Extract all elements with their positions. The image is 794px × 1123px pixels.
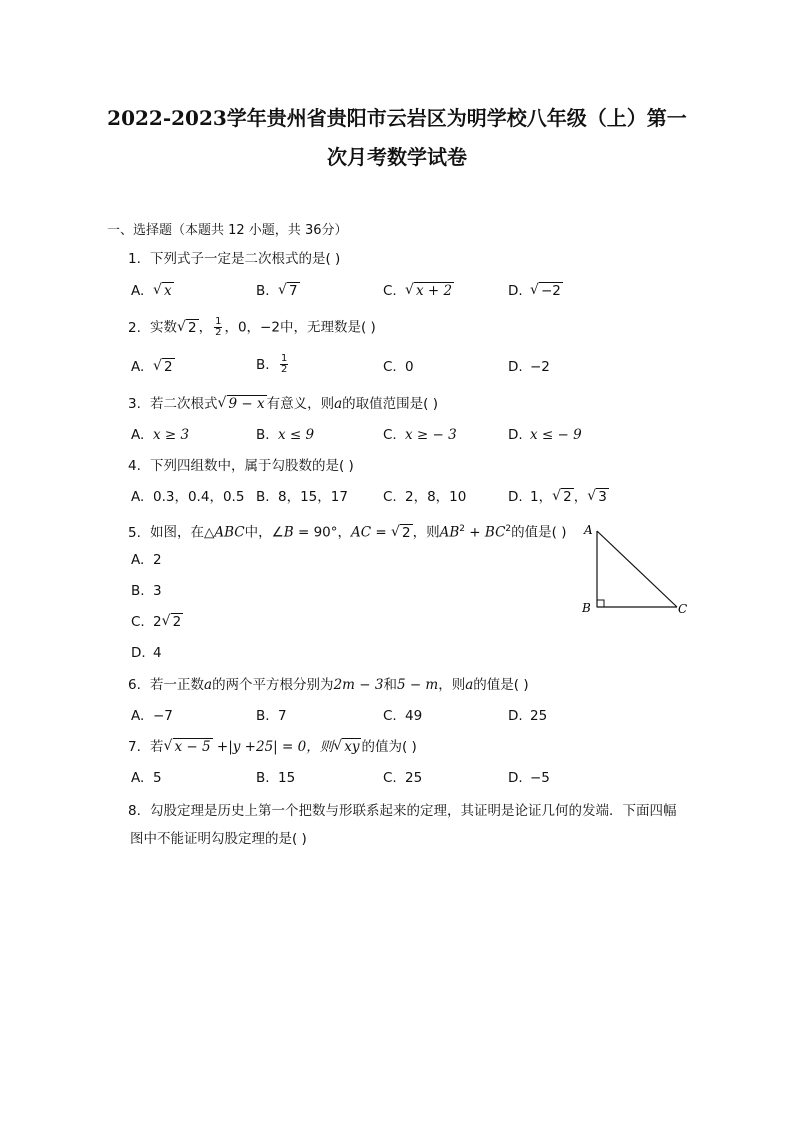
option-letter: D. [508, 427, 523, 443]
option-value: x ≥ 3 [153, 427, 190, 443]
numerator: 1 [281, 353, 288, 364]
sqrt-icon [164, 738, 213, 756]
q7-option-a [131, 769, 162, 787]
option-value: 2 [153, 552, 162, 568]
question-text: ，则 [438, 677, 466, 693]
question-number: 7. [128, 739, 141, 755]
q6-option-b [256, 707, 287, 725]
q6-option-d [508, 707, 547, 725]
option-letter: B. [256, 708, 270, 724]
radicand: 2 [563, 489, 572, 505]
q2-option-d [508, 358, 550, 376]
radicand: 2 [188, 319, 197, 336]
question-text: 中，∠ [244, 524, 284, 541]
question-text: = 90°， [293, 524, 351, 541]
q2-option-a [131, 358, 175, 376]
option-letter: A. [131, 427, 145, 443]
q2-option-b [256, 354, 290, 375]
option-letter: B. [256, 427, 270, 443]
question-text: 的值是( ) [473, 677, 529, 693]
q1-option-c [383, 282, 454, 300]
option-value: −2 [541, 283, 561, 299]
fraction [214, 317, 222, 338]
q1-option-a [131, 282, 174, 300]
q7-option-c [383, 769, 422, 787]
question-number: 2. [128, 319, 141, 336]
question-text: 如图，在△ [150, 524, 215, 541]
sqrt-icon [153, 282, 174, 300]
segment-name: AC [351, 524, 372, 541]
question-4 [128, 457, 354, 475]
right-angle-mark [597, 600, 604, 607]
option-value: x ≤ − 9 [530, 427, 582, 443]
option-value: x ≤ 9 [278, 427, 315, 443]
option-value: 8，15，17 [278, 489, 348, 505]
option-value: 2 [153, 614, 162, 630]
q2-option-c [383, 358, 414, 376]
segment-name: BC [484, 524, 506, 541]
expression: 2m − 3 [333, 677, 384, 693]
sqrt-icon [278, 282, 300, 300]
option-value: x [164, 283, 172, 299]
vertex-label-c: C [678, 602, 688, 616]
question-text: 若二次根式 [150, 396, 218, 412]
fraction [280, 354, 288, 375]
question-text: 和 [383, 677, 397, 693]
denominator: 2 [215, 327, 222, 338]
question-text: +|y +25| = 0，则 [212, 739, 334, 755]
question-8-line1 [128, 797, 693, 825]
option-value: 0.3，0.4，0.5 [153, 489, 245, 505]
q5-option-c [131, 613, 183, 631]
option-letter: D. [508, 708, 523, 724]
option-letter: B. [256, 770, 270, 786]
option-value: −5 [530, 770, 550, 786]
option-letter: B. [256, 283, 270, 299]
segment-name: AB [439, 524, 460, 541]
radicand: x − 5 [174, 739, 211, 755]
variable: a [465, 677, 474, 693]
radicand: 2 [402, 524, 411, 541]
side-ac [597, 531, 677, 607]
q3-option-c [383, 426, 457, 444]
q4-option-d [508, 488, 609, 506]
option-letter: C. [383, 770, 397, 786]
question-text: 勾股定理是历史上第一个把数与形联系起来的定理，其证明是论证几何的发端．下面四幅 [150, 803, 677, 819]
question-text: ，0，−2中，无理数是( ) [224, 319, 376, 336]
option-letter: B. [256, 489, 270, 505]
q6-option-a [131, 707, 173, 725]
option-value: 3 [153, 583, 162, 599]
option-value: 2，8，10 [405, 489, 467, 505]
option-value: 2 [164, 359, 173, 375]
denominator: 2 [281, 364, 288, 375]
sqrt-icon [162, 613, 184, 631]
exponent: 2 [459, 524, 465, 534]
option-letter: D. [131, 645, 146, 661]
option-letter: D. [508, 283, 523, 299]
option-letter: A. [131, 552, 145, 568]
option-value: −2 [530, 359, 550, 375]
sqrt-icon [153, 358, 175, 376]
q3-option-b [256, 426, 314, 444]
question-8 [128, 797, 693, 853]
question-3 [128, 395, 438, 413]
option-letter: A. [131, 708, 145, 724]
numerator: 1 [215, 316, 222, 327]
sqrt-icon [391, 524, 413, 542]
radicand: xy [344, 739, 360, 755]
option-value: 5 [153, 770, 162, 786]
option-letter: D. [508, 770, 523, 786]
q1-option-d [508, 282, 563, 300]
question-text: 实数 [150, 319, 177, 336]
q3-option-a [131, 426, 189, 444]
option-value: 49 [405, 708, 423, 724]
angle-vertex: B [283, 524, 294, 541]
sqrt-icon [218, 395, 267, 413]
question-text: 下列式子一定是二次根式的是( ) [150, 251, 341, 267]
vertex-label-a: A [584, 523, 593, 537]
sqrt-icon [405, 282, 454, 300]
sqrt-icon [530, 282, 563, 300]
option-value: 7 [289, 283, 298, 299]
option-letter: A. [131, 359, 145, 375]
q7-option-b [256, 769, 295, 787]
question-8-line2: 图中不能证明勾股定理的是( ) [130, 831, 307, 847]
question-number: 4. [128, 458, 141, 474]
question-number: 5. [128, 524, 141, 541]
exponent: 2 [505, 524, 512, 534]
question-text: 下列四组数中，属于勾股数的是( ) [150, 458, 354, 474]
sqrt-icon [552, 488, 574, 506]
sqrt-icon [177, 319, 199, 337]
separator: ， [198, 319, 213, 336]
question-number: 8. [128, 803, 141, 819]
section-heading: 一、选择题（本题共 12 小题，共 36分） [107, 223, 348, 238]
variable: a [204, 677, 213, 693]
option-letter: C. [383, 359, 397, 375]
radicand: 3 [598, 489, 607, 505]
option-value: x ≥ − 3 [405, 427, 457, 443]
question-number: 3. [128, 396, 141, 412]
radicand: 2 [172, 614, 182, 630]
question-number: 1. [128, 251, 141, 267]
q5-option-b [131, 582, 162, 600]
option-letter: C. [383, 427, 397, 443]
separator: ， [573, 489, 588, 505]
option-value: 25 [405, 770, 423, 786]
radicand: 9 − x [228, 396, 265, 412]
q4-option-a [131, 488, 244, 506]
sqrt-icon [587, 488, 609, 506]
question-1 [128, 250, 340, 268]
q4-option-c [383, 488, 466, 506]
question-text: 有意义，则 [266, 396, 335, 412]
question-text: + [465, 524, 485, 541]
q6-option-c [383, 707, 422, 725]
option-value: 0 [405, 359, 414, 375]
question-5 [128, 520, 566, 542]
option-letter: C. [383, 489, 397, 505]
option-letter: A. [131, 770, 145, 786]
expression: 5 − m [396, 677, 439, 693]
option-letter: C. [383, 283, 397, 299]
q1-option-b [256, 282, 300, 300]
option-value: 4 [153, 645, 162, 661]
question-number: 6. [128, 677, 141, 693]
q4-option-b [256, 488, 348, 506]
option-letter: C. [131, 614, 145, 630]
option-value: −7 [153, 708, 173, 724]
question-7 [128, 738, 417, 756]
option-value: x + 2 [416, 283, 453, 299]
triangle-name: ABC [214, 524, 245, 541]
option-value: 1， [530, 489, 553, 505]
exam-title-line2: 次月考数学试卷 [327, 145, 467, 169]
question-2 [128, 317, 376, 338]
option-value: 25 [530, 708, 548, 724]
option-letter: B. [256, 356, 270, 373]
option-letter: D. [508, 359, 523, 375]
question-text: 的两个平方根分别为 [212, 677, 334, 693]
option-value: 7 [278, 708, 287, 724]
exam-title-line1: 2022-2023学年贵州省贵阳市云岩区为明学校八年级（上）第一 [107, 106, 687, 130]
question-6 [128, 676, 529, 694]
q7-option-d [508, 769, 550, 787]
question-text: 的值是( ) [511, 524, 567, 541]
question-text: 的值为( ) [361, 739, 417, 755]
option-value: 15 [278, 770, 296, 786]
option-letter: A. [131, 283, 145, 299]
question-text: = [371, 524, 391, 541]
vertex-label-b: B [582, 601, 591, 615]
sqrt-icon [333, 738, 361, 756]
option-letter: B. [131, 583, 145, 599]
question-text: ，则 [412, 524, 440, 541]
question-text: 的取值范围是( ) [342, 396, 438, 412]
question-text: 若 [150, 739, 164, 755]
variable: a [334, 396, 343, 412]
q5-option-a [131, 551, 162, 569]
question-text: 若一正数 [150, 677, 204, 693]
q5-option-d [131, 644, 162, 662]
option-letter: A. [131, 489, 145, 505]
right-triangle-figure [577, 519, 697, 619]
q3-option-d [508, 426, 582, 444]
option-letter: D. [508, 489, 523, 505]
option-letter: C. [383, 708, 397, 724]
